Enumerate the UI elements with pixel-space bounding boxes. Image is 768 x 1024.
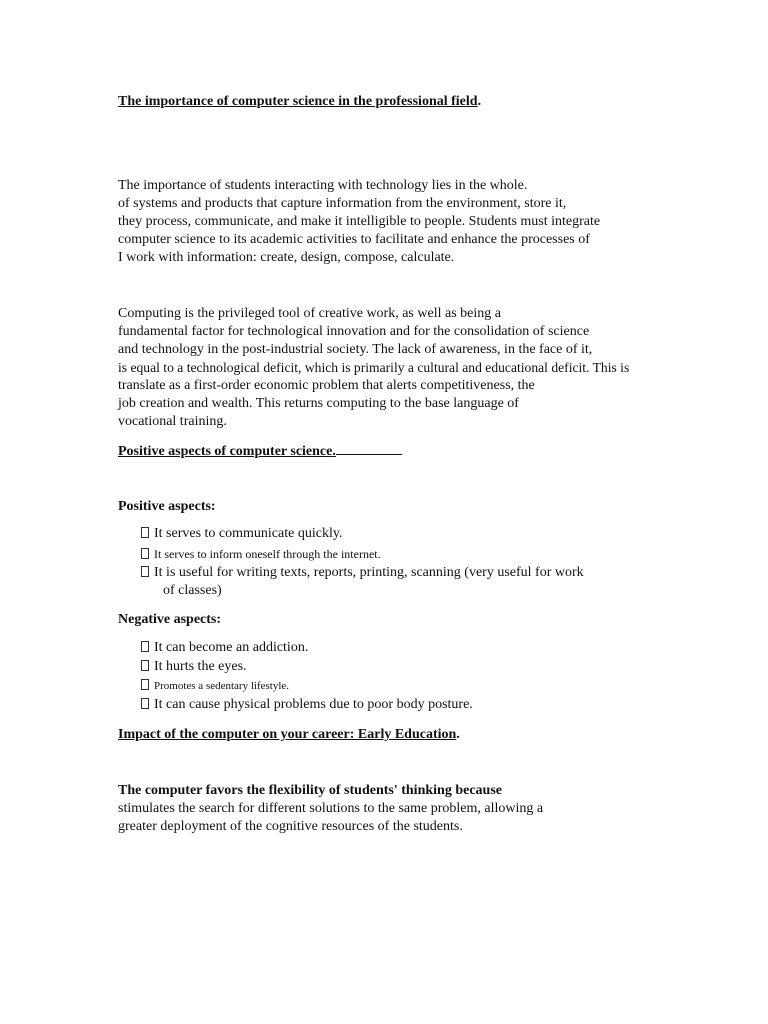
paragraph-line: is equal to a technological deficit, which is primarily a cultural and educational deficit. This is	[118, 360, 630, 375]
bullet-icon	[141, 679, 149, 690]
paragraph-line: Computing is the privileged tool of creative work, as well as being a	[118, 306, 501, 321]
list-item-text: It is useful for writing texts, reports, printing, scanning (very useful for work	[154, 565, 584, 580]
bullet-icon	[141, 641, 149, 652]
list-item-text: It can become an addiction.	[154, 640, 309, 655]
positive-list	[141, 525, 584, 600]
list-item	[141, 639, 473, 658]
list-item-text: of classes)	[163, 583, 222, 598]
positive-section-heading	[118, 442, 402, 461]
positive-section-heading-text: Positive aspects of computer science.	[118, 444, 336, 459]
title-period: .	[477, 94, 482, 109]
paragraph-line: and technology in the post-industrial society. The lack of awareness, in the face of it,	[118, 342, 593, 357]
paragraph-line: greater deployment of the cognitive resources of the students.	[118, 819, 463, 834]
title-text-underlined: The importance of computer science in the professional fie	[118, 94, 466, 109]
list-item-continuation	[141, 582, 584, 600]
positive-aspects-label: Positive aspects:	[118, 499, 216, 514]
impact-heading	[118, 726, 460, 744]
paragraph-line: they process, communicate, and make it intelligible to people. Students must integrate	[118, 214, 601, 229]
negative-aspects-label: Negative aspects:	[118, 612, 222, 627]
bullet-icon	[141, 698, 149, 709]
title-text-underlined-end: ld	[465, 94, 478, 109]
bullet-icon	[141, 548, 149, 559]
impact-heading-period: .	[456, 727, 460, 742]
list-item	[141, 525, 584, 545]
list-item	[141, 677, 473, 696]
list-item-text: It serves to communicate quickly.	[154, 526, 343, 541]
bullet-icon	[141, 527, 149, 538]
flexibility-paragraph	[118, 782, 543, 836]
list-item	[141, 545, 584, 564]
computing-paragraph	[118, 305, 629, 431]
flexibility-bold-line: The computer favors the flexibility of students' thinking because	[118, 783, 502, 798]
document-title	[118, 93, 481, 111]
list-item	[141, 564, 584, 582]
negative-list	[141, 639, 473, 714]
list-item-text: It can cause physical problems due to poor body posture.	[154, 697, 473, 712]
paragraph-line: fundamental factor for technological innovation and for the consolidation of science	[118, 324, 590, 339]
list-item	[141, 658, 473, 677]
paragraph-line: of systems and products that capture information from the environment, store it,	[118, 196, 567, 211]
paragraph-line: stimulates the search for different solutions to the same problem, allowing a	[118, 801, 544, 816]
paragraph-line: translate as a first-order economic problem that alerts competitiveness, the	[118, 378, 535, 393]
bullet-icon	[141, 660, 149, 671]
impact-heading-text: Impact of the computer on your career: Early Education	[118, 727, 457, 742]
paragraph-line: I work with information: create, design, compose, calculate.	[118, 250, 455, 265]
paragraph-line: computer science to its academic activities to facilitate and enhance the processes of	[118, 232, 590, 247]
paragraph-line: job creation and wealth. This returns computing to the base language of	[118, 396, 519, 411]
list-item	[141, 696, 473, 714]
list-item-text: It serves to inform oneself through the internet.	[154, 547, 381, 561]
list-item-text: It hurts the eyes.	[154, 659, 247, 674]
heading-underline-trail	[336, 442, 402, 455]
list-item-text: Promotes a sedentary lifestyle.	[154, 680, 290, 692]
paragraph-line: The importance of students interacting with technology lies in the whole.	[118, 178, 528, 193]
bullet-icon	[141, 566, 149, 577]
paragraph-line: vocational training.	[118, 414, 227, 429]
intro-paragraph	[118, 177, 600, 267]
